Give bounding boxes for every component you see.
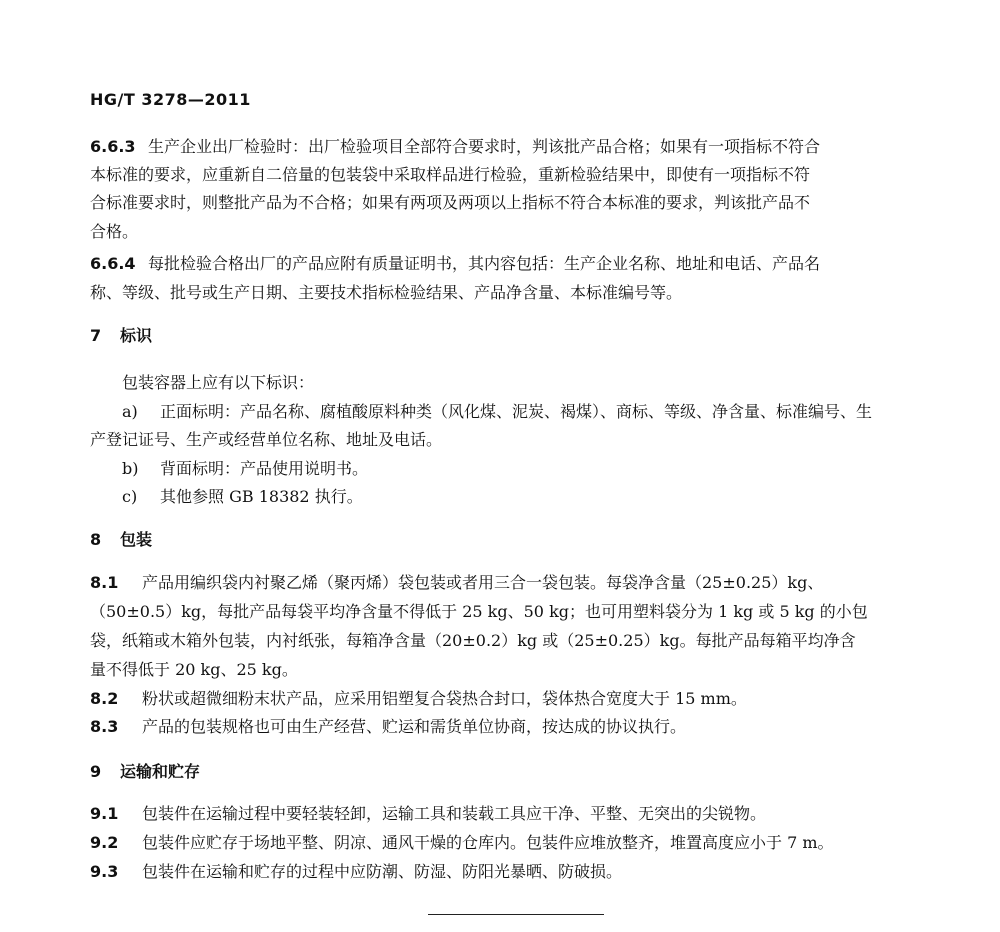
section-7-intro: 包装容器上应有以下标识：	[122, 373, 315, 392]
clause-9-1	[90, 803, 930, 825]
clause-6-6-4-line-1	[90, 253, 930, 275]
standard-code-header: HG/T 3278—2011	[90, 90, 251, 109]
end-of-document-rule	[428, 914, 604, 915]
clause-text: 生产企业出厂检验时：出厂检验项目全部符合要求时，判该批产品合格；如果有一项指标不符合	[148, 137, 821, 156]
clause-8-1-line-3: 袋，纸箱或木箱外包装，内衬纸张，每箱净含量（20±0.2）kg 或（25±0.25）kg。每批产品每箱平均净含	[90, 631, 856, 650]
clause-text: 粉状或超微细粉末状产品，应采用铝塑复合袋热合封口，袋体热合宽度大于 15 mm。	[142, 689, 747, 708]
item-text: 正面标明：产品名称、腐植酸原料种类（风化煤、泥炭、褐煤）、商标、等级、净含量、标准编号、生	[160, 402, 873, 421]
clause-number: 8.2	[90, 689, 119, 708]
section-title: 包装	[120, 530, 153, 549]
section-title: 运输和贮存	[120, 762, 201, 781]
section-9-heading	[90, 761, 930, 783]
item-label: c)	[122, 487, 138, 506]
item-label: a)	[122, 402, 138, 421]
clause-text: 产品的包装规格也可由生产经营、贮运和需货单位协商，按达成的协议执行。	[142, 717, 687, 736]
clause-8-1-line-2: （50±0.5）kg，每批产品每袋平均净含量不得低于 25 kg、50 kg；也可用塑料袋分为 1 kg 或 5 kg 的小包	[90, 602, 868, 621]
item-label: b)	[122, 459, 139, 478]
clause-text: 包装件应贮存于场地平整、阴凉、通风干燥的仓库内。包装件应堆放整齐，堆置高度应小于 7 m。	[142, 833, 834, 852]
section-number: 7	[90, 326, 102, 345]
clause-number: 8.1	[90, 573, 119, 592]
section-number: 9	[90, 762, 102, 781]
section-7-heading	[90, 325, 930, 347]
clause-6-6-4-line-2: 称、等级、批号或生产日期、主要技术指标检验结果、产品净含量、本标准编号等。	[90, 283, 683, 302]
section-7-item-c	[122, 486, 930, 508]
section-8-heading	[90, 529, 930, 551]
clause-6-6-3-line-3: 合标准要求时，则整批产品为不合格；如果有两项及两项以上指标不符合本标准的要求，判该批产品不	[90, 193, 811, 212]
clause-6-6-3-line-4: 合格。	[90, 222, 139, 241]
section-7-item-a-line-2: 产登记证号、生产或经营单位名称、地址及电话。	[90, 430, 443, 449]
clause-number: 8.3	[90, 717, 119, 736]
clause-number: 9.2	[90, 833, 119, 852]
clause-number: 6.6.3	[90, 137, 136, 156]
section-title: 标识	[120, 326, 153, 345]
clause-text: 包装件在运输和贮存的过程中应防潮、防湿、防阳光暴晒、防破损。	[142, 862, 623, 881]
clause-number: 9.1	[90, 804, 119, 823]
clause-9-2	[90, 832, 930, 854]
section-number: 8	[90, 530, 102, 549]
item-text: 背面标明：产品使用说明书。	[160, 459, 369, 478]
section-7-item-a-line-1	[122, 401, 930, 423]
item-text: 其他参照 GB 18382 执行。	[160, 487, 363, 506]
clause-8-1-line-1	[90, 572, 930, 594]
section-7-item-b	[122, 458, 930, 480]
clause-8-3	[90, 716, 930, 738]
clause-8-1-line-4: 量不得低于 20 kg、25 kg。	[90, 660, 298, 679]
clause-text: 每批检验合格出厂的产品应附有质量证明书，其内容包括：生产企业名称、地址和电话、产品名	[148, 254, 821, 273]
clause-6-6-3-line-1	[90, 136, 930, 158]
clause-text: 包装件在运输过程中要轻装轻卸，运输工具和装载工具应干净、平整、无突出的尖锐物。	[142, 804, 767, 823]
clause-text: 产品用编织袋内衬聚乙烯（聚丙烯）袋包装或者用三合一袋包装。每袋净含量（25±0.25）kg、	[142, 573, 824, 592]
clause-9-3	[90, 861, 930, 883]
clause-6-6-3-line-2: 本标准的要求，应重新自二倍量的包装袋中采取样品进行检验，重新检验结果中，即使有一项指标不符	[90, 165, 811, 184]
clause-number: 6.6.4	[90, 254, 136, 273]
clause-8-2	[90, 688, 930, 710]
clause-number: 9.3	[90, 862, 119, 881]
